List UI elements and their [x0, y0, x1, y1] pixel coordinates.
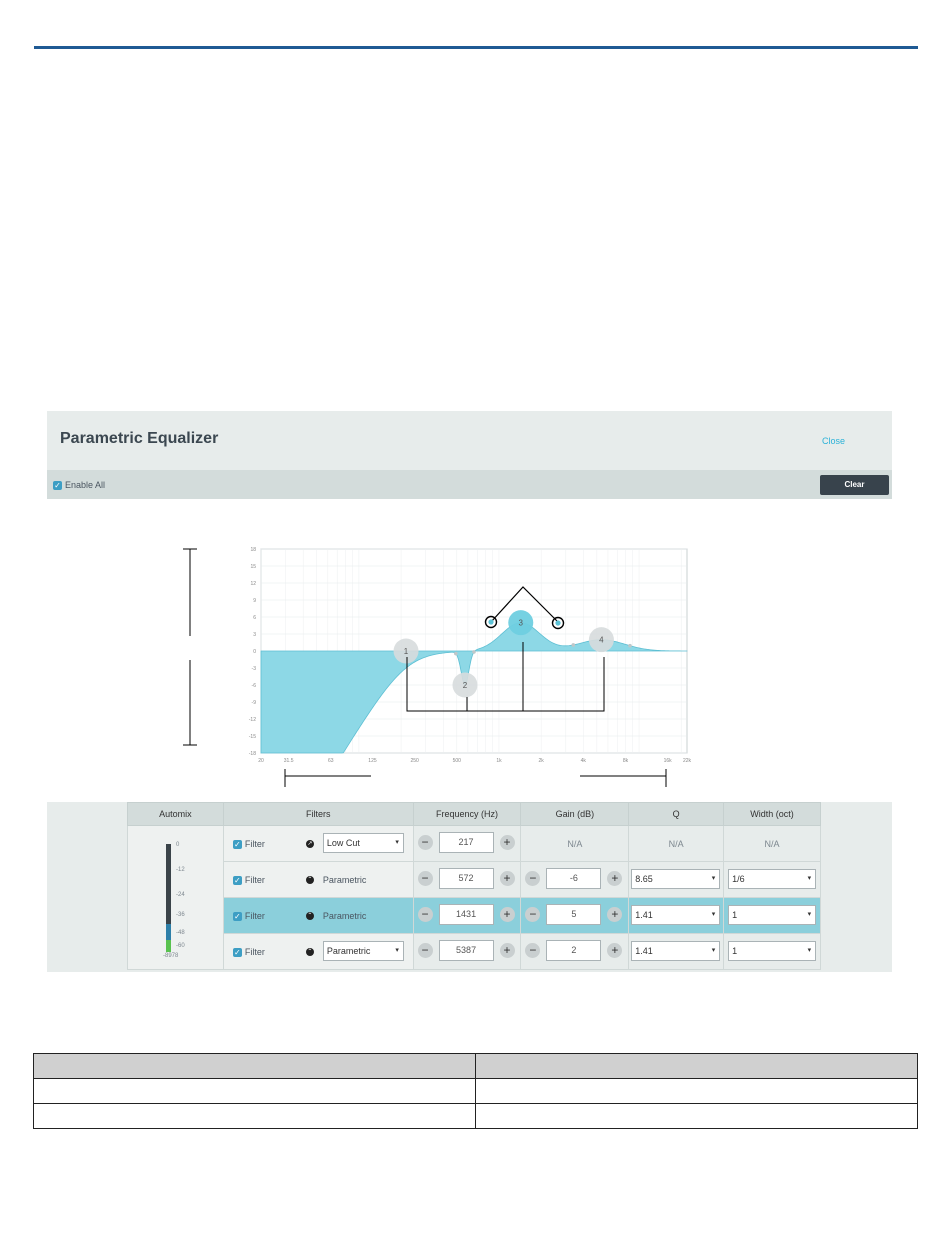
- width-value: 1/6: [732, 874, 745, 884]
- eq-node-label: 1: [403, 647, 409, 656]
- width-value: N/A: [764, 838, 780, 849]
- table-row: [128, 862, 821, 898]
- filter-enable-icon[interactable]: ⌃: [307, 877, 313, 883]
- gain-cell: [521, 862, 629, 898]
- col-filters: Filters: [223, 803, 413, 826]
- filter-type-label: Parametric: [322, 875, 367, 885]
- filter-checkbox[interactable]: [233, 947, 265, 957]
- frequency-decrease-button[interactable]: −: [418, 835, 433, 850]
- frequency-input[interactable]: 1431: [439, 904, 494, 925]
- dropdown-arrow-icon: ▾: [395, 947, 399, 954]
- width-handle[interactable]: [572, 643, 576, 647]
- frequency-increase-button[interactable]: +: [500, 835, 515, 850]
- dropdown-arrow-icon: ▾: [807, 911, 812, 918]
- automix-meter-level: [166, 924, 171, 940]
- meter-label: -48: [176, 930, 185, 936]
- q-cell: [629, 934, 724, 970]
- x-tick-label: 16k: [663, 758, 672, 764]
- width-handle[interactable]: [472, 650, 476, 654]
- y-tick-label: -15: [248, 734, 256, 740]
- gain-decrease-button[interactable]: −: [525, 871, 540, 886]
- eq-node-label: 4: [599, 635, 604, 645]
- y-tick-label: 0: [253, 649, 256, 655]
- y-tick-label: 6: [253, 615, 256, 621]
- eq-response-graph[interactable]: [150, 540, 710, 790]
- x-tick-label: 63: [328, 758, 334, 764]
- meter-readout: -8978: [163, 953, 179, 959]
- meter-label: -24: [176, 892, 185, 898]
- gain-cell: [521, 826, 629, 862]
- width-cell: [724, 826, 821, 862]
- y-tick-label: 3: [253, 632, 256, 638]
- gain-value: N/A: [567, 838, 583, 849]
- eq-node-label: 3: [518, 618, 523, 628]
- filter-enable-icon[interactable]: ⌃: [307, 913, 313, 919]
- table-row: [128, 826, 821, 862]
- x-tick-label: 8k: [622, 758, 629, 764]
- gain-increase-button[interactable]: +: [607, 907, 622, 922]
- table-row: [128, 934, 821, 970]
- y-tick-label: -3: [251, 666, 256, 672]
- q-value: 1.41: [635, 946, 653, 956]
- q-select[interactable]: [631, 905, 720, 925]
- filter-label: Filter: [244, 839, 265, 849]
- filter-label: Filter: [244, 947, 265, 957]
- frequency-cell: [413, 826, 521, 862]
- frequency-cell: [413, 898, 521, 934]
- col-frequency: Frequency (Hz): [413, 803, 521, 826]
- y-tick-label: -6: [251, 683, 256, 689]
- y-tick-label: 18: [250, 547, 256, 553]
- frequency-increase-button[interactable]: +: [500, 871, 515, 886]
- eq-filter-table: [127, 802, 821, 970]
- q-value: N/A: [668, 838, 684, 849]
- q-value: 8.65: [635, 874, 653, 884]
- q-select[interactable]: [631, 869, 720, 889]
- gain-decrease-button[interactable]: −: [525, 907, 540, 922]
- width-cell: [724, 898, 821, 934]
- col-gain: Gain (dB): [521, 803, 629, 826]
- width-select[interactable]: [728, 941, 816, 961]
- bottom-table-cell: [476, 1104, 918, 1129]
- filter-checkbox[interactable]: [233, 875, 265, 885]
- frequency-decrease-button[interactable]: −: [418, 871, 433, 886]
- width-select[interactable]: [728, 869, 816, 889]
- page-top-rule: [34, 46, 918, 49]
- x-tick-label: 31.5: [283, 758, 294, 764]
- filter-checkbox[interactable]: [233, 839, 265, 849]
- bottom-table-cell: [34, 1079, 476, 1104]
- filter-cell: [223, 826, 413, 862]
- filter-enable-icon[interactable]: ⌃: [307, 949, 313, 955]
- gain-cell: [521, 898, 629, 934]
- y-tick-label: -9: [251, 700, 256, 706]
- checkbox-icon: ✓: [234, 912, 241, 922]
- col-automix: Automix: [128, 803, 224, 826]
- y-tick-label: 15: [250, 564, 256, 570]
- bottom-table-cell: [34, 1104, 476, 1129]
- filter-checkbox[interactable]: [233, 911, 265, 921]
- q-select[interactable]: [631, 941, 720, 961]
- filter-label: Filter: [244, 911, 265, 921]
- meter-label: -12: [176, 867, 185, 873]
- width-value: 1: [732, 946, 738, 956]
- gain-input[interactable]: 5: [546, 904, 601, 925]
- frequency-decrease-button[interactable]: −: [418, 907, 433, 922]
- dropdown-arrow-icon: ▾: [807, 947, 812, 954]
- close-link[interactable]: Close: [822, 436, 846, 446]
- meter-label: -36: [176, 912, 185, 918]
- filter-type-select[interactable]: [323, 833, 404, 853]
- y-tick-label: -18: [248, 751, 256, 757]
- q-cell: [629, 862, 724, 898]
- eq-filter-table-panel: [47, 802, 892, 972]
- x-tick-label: 500: [452, 758, 461, 764]
- meter-label: 0: [176, 842, 180, 848]
- filter-cell: [223, 934, 413, 970]
- bottom-table-header: [476, 1054, 918, 1079]
- dropdown-arrow-icon: ▾: [395, 839, 399, 846]
- filter-type-value: Low Cut: [326, 838, 360, 848]
- automix-meter-cell: [128, 826, 224, 970]
- table-row-selected: [128, 898, 821, 934]
- width-value: 1: [732, 910, 738, 920]
- meter-label: -60: [176, 943, 185, 949]
- x-tick-label: 20: [258, 758, 264, 764]
- gain-input[interactable]: 2: [546, 940, 601, 961]
- eq-node-label: 2: [462, 681, 468, 690]
- x-tick-label: 250: [410, 758, 419, 764]
- eq-panel-header: [47, 411, 892, 499]
- gain-cell: [521, 934, 629, 970]
- y-tick-label: 9: [253, 598, 256, 604]
- filter-cell: [223, 898, 413, 934]
- width-cell: [724, 934, 821, 970]
- bottom-callout-table: [33, 1053, 918, 1129]
- frequency-input[interactable]: 572: [439, 868, 494, 889]
- frequency-input[interactable]: 217: [439, 832, 494, 853]
- q-cell: [629, 826, 724, 862]
- col-q: Q: [629, 803, 724, 826]
- x-tick-label: 4k: [580, 758, 586, 764]
- x-tick-label: 125: [368, 758, 377, 764]
- frequency-increase-button[interactable]: +: [500, 943, 515, 958]
- bottom-table-cell: [476, 1079, 918, 1104]
- frequency-input[interactable]: 5387: [439, 940, 494, 961]
- width-select[interactable]: [728, 905, 816, 925]
- filter-type-select[interactable]: [323, 941, 404, 961]
- checkbox-icon: ✓: [54, 481, 61, 491]
- y-tick-label: 12: [250, 581, 256, 587]
- frequency-cell: [413, 862, 521, 898]
- dropdown-arrow-icon: ▾: [711, 875, 716, 882]
- dropdown-arrow-icon: ▾: [711, 911, 716, 918]
- frequency-cell: [413, 934, 521, 970]
- width-handle[interactable]: [628, 644, 632, 648]
- x-tick-label: 2k: [538, 758, 544, 764]
- checkbox-icon: ✓: [234, 948, 241, 958]
- q-cell: [629, 898, 724, 934]
- filter-type-value: Parametric: [326, 946, 371, 956]
- gain-increase-button[interactable]: +: [607, 943, 622, 958]
- filter-cell: [223, 862, 413, 898]
- checkbox-icon: ✓: [234, 876, 241, 886]
- width-handle[interactable]: [454, 652, 458, 656]
- panel-toolbar: [47, 470, 892, 499]
- frequency-increase-button[interactable]: +: [500, 907, 515, 922]
- x-tick-label: 22k: [682, 758, 692, 764]
- filter-enable-icon[interactable]: ↗: [307, 841, 313, 847]
- y-tick-label: -12: [248, 717, 256, 723]
- gain-input[interactable]: -6: [546, 868, 601, 889]
- col-width: Width (oct): [724, 803, 821, 826]
- dropdown-arrow-icon: ▾: [711, 947, 716, 954]
- dropdown-arrow-icon: ▾: [807, 875, 812, 882]
- q-value: 1.41: [635, 910, 653, 920]
- automix-meter-gate: [166, 940, 171, 952]
- page-title: Parametric Equalizer: [60, 430, 219, 447]
- enable-all-label: Enable All: [65, 480, 106, 490]
- checkbox-icon: ✓: [234, 840, 241, 850]
- filter-type-label: Parametric: [322, 911, 367, 921]
- enable-all-checkbox[interactable]: [53, 480, 105, 490]
- bottom-table-header: [34, 1054, 476, 1079]
- filter-label: Filter: [244, 875, 265, 885]
- clear-button[interactable]: Clear: [820, 475, 889, 495]
- gain-decrease-button[interactable]: −: [525, 943, 540, 958]
- x-tick-label: 1k: [496, 758, 502, 764]
- frequency-decrease-button[interactable]: −: [418, 943, 433, 958]
- width-cell: [724, 862, 821, 898]
- gain-increase-button[interactable]: +: [607, 871, 622, 886]
